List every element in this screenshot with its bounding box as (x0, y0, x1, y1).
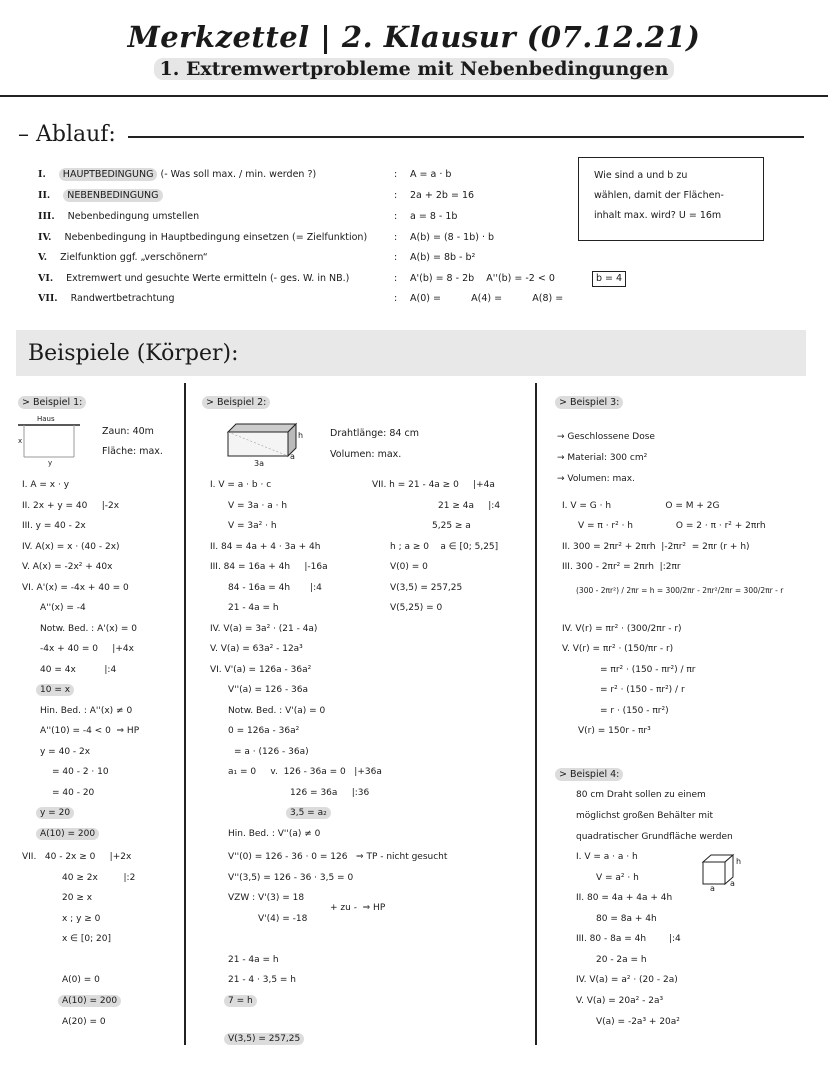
step: 21 ≥ 4a |:4 (438, 501, 501, 511)
step: V''(0) = 126 - 36 · 0 = 126 ⇒ TP - nicht gesucht (228, 852, 448, 862)
given: Fläche: max. (102, 446, 163, 457)
colon: : (394, 232, 398, 243)
step-5 (38, 253, 208, 263)
ablauf-heading: – Ablauf: (18, 122, 116, 147)
diagram-label-h: h (736, 857, 742, 866)
step-text: Zielfunktion ggf. „verschönern“ (60, 252, 208, 263)
step: = 40 - 2 · 10 (52, 767, 109, 777)
step: V. V(a) = 63a² - 12a³ (210, 644, 303, 654)
step: = a · (126 - 36a) (234, 747, 309, 757)
step-text: Nebenbedingung in Hauptbedingung einsetzen (= Zielfunktion) (64, 232, 368, 243)
step: a₁ = 0 v. 126 - 36a = 0 |+36a (228, 767, 382, 777)
step-formula: A = a · b (410, 169, 452, 180)
given: Zaun: 40m (102, 426, 154, 437)
cube-front (703, 862, 725, 884)
step: V = 3a² · h (228, 521, 277, 531)
step-1 (38, 170, 316, 180)
step-fraction: (300 - 2πr²) / 2πr = h = 300/2πr - 2πr²/2πr = 300/2πr - r (576, 586, 784, 595)
given: → Geschlossene Dose (557, 432, 655, 442)
step-num: I. (38, 169, 46, 180)
step: A''(x) = -4 (40, 603, 86, 613)
column-divider (184, 383, 186, 1045)
step: A(20) = 0 (62, 1017, 106, 1027)
step: V(3,5) = 257,25 (390, 583, 463, 593)
step: VI. A'(x) = -4x + 40 = 0 (22, 583, 129, 593)
colon: : (394, 169, 398, 180)
step: 21 - 4 · 3,5 = h (228, 975, 297, 985)
step: V'(4) = -18 (258, 914, 308, 924)
step: V''(a) = 126 - 36a (228, 685, 309, 695)
diagram-label-haus: Haus (37, 415, 55, 423)
step-formula: A(b) = (8 - 1b) · b (410, 232, 495, 243)
step: I. A = x · y (22, 480, 70, 490)
step: III. 300 - 2πr² = 2πrh |:2πr (562, 562, 681, 572)
step-formula: a = 8 - 1b (410, 211, 458, 222)
diagram-label-3a: 3a (254, 459, 264, 468)
step: III. 84 = 16a + 4h |-16a (210, 562, 328, 572)
step (224, 1035, 304, 1044)
step: III. y = 40 - 2x (22, 521, 86, 531)
step-formula: A'(b) = 8 - 2b A''(b) = -2 < 0 (410, 273, 555, 284)
step: V = 3a · a · h (228, 501, 288, 511)
step-text: Randwertbetrachtung (70, 293, 175, 304)
highlight: 10 = x (36, 684, 74, 696)
step: V. A(x) = -2x² + 40x (22, 562, 113, 572)
step: 21 - 4a = h (228, 603, 279, 613)
step: II. 80 = 4a + 4a + 4h (576, 893, 673, 903)
column-divider (535, 383, 537, 1045)
colon: : (394, 252, 398, 263)
highlight: 7 = h (224, 995, 257, 1007)
step-text: Nebenbedingung umstellen (67, 211, 200, 222)
step: Hin. Bed. : V''(a) ≠ 0 (228, 829, 321, 839)
step: 126 = 36a |:36 (290, 788, 370, 798)
step: -4x + 40 = 0 |+4x (40, 644, 134, 654)
step: VI. V'(a) = 126a - 36a² (210, 665, 312, 675)
step: IV. V(r) = πr² · (300/2πr - r) (562, 624, 682, 634)
step: A''(10) = -4 < 0 ⇒ HP (40, 726, 140, 736)
text-line: 80 cm Draht sollen zu einem (576, 790, 706, 800)
diagram-label-x: x (18, 437, 23, 445)
note-line: Wie sind a und b zu (594, 170, 688, 181)
step-num: V. (38, 252, 48, 263)
step-4 (38, 233, 367, 243)
step: III. 80 - 8a = 4h |:4 (576, 934, 681, 944)
step: VII. 40 - 2x ≥ 0 |+2x (22, 852, 132, 862)
step: 0 = 126a - 36a² (228, 726, 300, 736)
label-text: > Beispiel 3: (555, 396, 623, 409)
page-title: Merkzettel | 2. Klausur (07.12.21) (127, 20, 701, 54)
step-num: II. (38, 190, 51, 201)
cuboid-top (228, 424, 296, 432)
note-line: wählen, damit der Flächen- (594, 190, 724, 201)
highlight: 3,5 = a₂ (286, 807, 331, 819)
step: 80 = 8a + 4h (596, 914, 657, 924)
highlight: A(10) = 200 (36, 828, 99, 840)
step (36, 686, 74, 695)
step: 21 - 4a = h (228, 955, 279, 965)
diagram-label-a: a (710, 884, 715, 893)
step: V''(3,5) = 126 - 36 · 3,5 = 0 (228, 873, 354, 883)
step: h ; a ≥ 0 a ∈ [0; 5,25] (390, 542, 499, 552)
step: I. V = a · b · c (210, 480, 272, 490)
step: II. 84 = 4a + 4 · 3a + 4h (210, 542, 321, 552)
given: Drahtlänge: 84 cm (330, 428, 419, 439)
step (36, 809, 74, 818)
step-extra: (- Was soll max. / min. werden ?) (160, 169, 317, 180)
step-text: NEBENBEDINGUNG (63, 189, 162, 202)
beispiel-4-label (555, 770, 623, 780)
step: = r · (150 - πr²) (600, 706, 669, 716)
step: V = π · r² · h O = 2 · π · r² + 2πrh (578, 521, 766, 531)
label-text: > Beispiel 1: (18, 396, 86, 409)
result-box: b = 4 (592, 271, 626, 287)
step (224, 997, 257, 1006)
step-6 (38, 274, 349, 284)
step: VII. h = 21 - 4a ≥ 0 |+4a (372, 480, 495, 490)
step: 84 - 16a = 4h |:4 (228, 583, 322, 593)
step: V = a² · h (596, 873, 639, 883)
step: V(0) = 0 (390, 562, 428, 572)
subtitle-highlight: 1. Extremwertprobleme mit Nebenbedingungen (154, 58, 675, 80)
step-num: IV. (38, 232, 52, 243)
step: I. V = G · h O = M + 2G (562, 501, 720, 511)
step-num: VI. (38, 273, 54, 284)
text-line: möglichst großen Behälter mit (576, 811, 714, 821)
step: Hin. Bed. : A''(x) ≠ 0 (40, 706, 133, 716)
step-7 (38, 294, 175, 304)
step: + zu - ⇒ HP (330, 903, 386, 913)
given: → Material: 300 cm² (557, 453, 648, 463)
step: y = 40 - 2x (40, 747, 91, 757)
highlight: V(3,5) = 257,25 (224, 1033, 304, 1045)
beispiel-3-label (555, 398, 623, 408)
beispiele-heading: Beispiele (Körper): (28, 341, 239, 366)
step: 20 - 2a = h (596, 955, 647, 965)
header-divider (0, 95, 828, 97)
step: I. V = a · a · h (576, 852, 638, 862)
step (36, 830, 99, 839)
step: IV. V(a) = 3a² · (21 - 4a) (210, 624, 318, 634)
step-2 (38, 191, 163, 201)
step: V. V(r) = πr² · (150/πr - r) (562, 644, 674, 654)
text-line: quadratischer Grundfläche werden (576, 832, 733, 842)
diagram-label-a2: a (730, 879, 735, 888)
step-text: HAUPTBEDINGUNG (59, 168, 158, 181)
step: V(a) = -2a³ + 20a² (596, 1017, 680, 1027)
colon: : (394, 273, 398, 284)
step: IV. V(a) = a² · (20 - 2a) (576, 975, 678, 985)
step: A(0) = 0 (62, 975, 100, 985)
step: IV. A(x) = x · (40 - 2x) (22, 542, 120, 552)
step-text: Extremwert und gesuchte Werte ermitteln (- ges. W. in NB.) (66, 273, 350, 284)
ablauf-rule (128, 136, 804, 138)
beispiel-2-label (202, 398, 270, 408)
diagram-label-y: y (48, 459, 53, 467)
page-subtitle (0, 58, 828, 80)
colon: : (394, 190, 398, 201)
step: V. V(a) = 20a² - 2a³ (576, 996, 664, 1006)
colon: : (394, 211, 398, 222)
step: = πr² · (150 - πr²) / πr (600, 665, 696, 675)
step: Notw. Bed. : A'(x) = 0 (40, 624, 138, 634)
label-text: > Beispiel 2: (202, 396, 270, 409)
step (58, 997, 121, 1006)
step: 40 ≥ 2x |:2 (62, 873, 136, 883)
step: II. 2x + y = 40 |-2x (22, 501, 120, 511)
step: VZW : V'(3) = 18 (228, 893, 305, 903)
step: 5,25 ≥ a (432, 521, 471, 531)
label-text: > Beispiel 4: (555, 768, 623, 781)
step: V(5,25) = 0 (390, 603, 443, 613)
highlight: A(10) = 200 (58, 995, 121, 1007)
step-num: VII. (38, 293, 58, 304)
step: V(r) = 150r - πr³ (578, 726, 651, 736)
step: = 40 - 20 (52, 788, 95, 798)
step: Notw. Bed. : V'(a) = 0 (228, 706, 326, 716)
step-3 (38, 212, 199, 222)
cuboid-diagram (222, 420, 308, 470)
beispiel-1-label (18, 398, 86, 408)
note-line: inhalt max. wird? U = 16m (594, 210, 722, 221)
step-num: III. (38, 211, 55, 222)
colon: : (394, 293, 398, 304)
step: 40 = 4x |:4 (40, 665, 117, 675)
given: → Volumen: max. (557, 474, 635, 484)
step-formula: A(b) = 8b - b² (410, 252, 476, 263)
step: 20 ≥ x (62, 893, 93, 903)
given: Volumen: max. (330, 449, 402, 460)
diagram-label-h: h (298, 431, 304, 440)
step: = r² · (150 - πr²) / r (600, 685, 685, 695)
step-formula: 2a + 2b = 16 (410, 190, 475, 201)
step: II. 300 = 2πr² + 2πrh |-2πr² = 2πr (r + h) (562, 542, 750, 552)
highlight: y = 20 (36, 807, 74, 819)
diagram-label-a: a (290, 452, 295, 461)
step: x ∈ [0; 20] (62, 934, 111, 944)
step-formula: A(0) = A(4) = A(8) = (410, 293, 564, 304)
step (286, 809, 331, 818)
step: x ; y ≥ 0 (62, 914, 101, 924)
